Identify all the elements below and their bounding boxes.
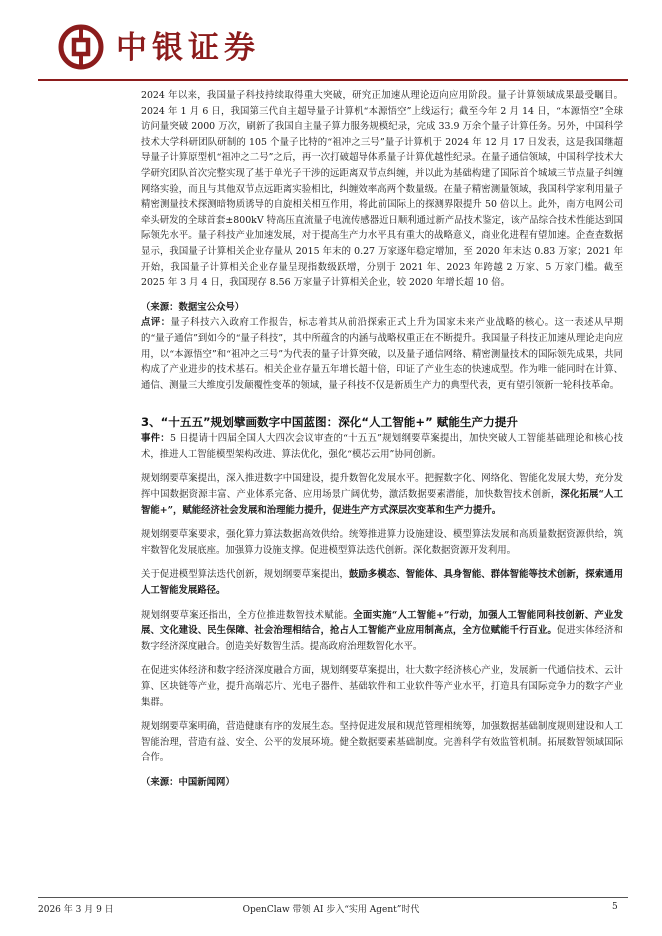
section-title: 3、“十五五”规划擘画数字中国蓝图：深化“人工智能+” 赋能生产力提升 xyxy=(141,415,518,430)
paragraph-ecosystem: 规划纲要草案明确，营造健康有序的发展生态。坚持促进发展和规范管理相统筹，加强数据基础制度规则建设和人工智能治理，营造有益、安全、公平的发展环境。健全数据要素基础制度。完善科学有效监管机制。拓展数智领域国际合作。 xyxy=(141,721,623,764)
comment-paragraph xyxy=(141,315,623,393)
bold-span: 鼓励多模态、智能体、具身智能、群体智能等技术创新，探索通用人工智能发展路径。 xyxy=(141,569,623,597)
paragraph-compute-supply: 规划纲要草案要求，强化算力算法数据高效供给。统筹推进算力设施建设、模型算法发展和高质量数据资源供给，筑牢数智化发展底座。加强算力设施支撑。促进模型算法迭代创新。深化数据资源开发利用。 xyxy=(141,529,623,556)
paragraph-digital-economy: 在促进实体经济和数字经济深度融合方面，规划纲要草案提出，壮大数字经济核心产业，发展新一代通信技术、云计算、区块链等产业，提升高端芯片、光电子器件、基础软件和工业软件等产业水平，打造具有国际竞争力的数字产业集群。 xyxy=(141,665,623,708)
header-divider xyxy=(38,79,628,81)
bold-span: 全面实施“人工智能+”行动，加强人工智能同科技创新、产业发展、文化建设、民生保障、社会治理相结合，抢占人工智能产业应用制高点，全方位赋能千行百业。 xyxy=(141,609,623,637)
text-span: 规划纲要草案还指出，全方位推进数智技术赋能。 xyxy=(141,609,354,621)
source-note: （来源：中国新闻网） xyxy=(141,776,235,788)
paragraph-digital-china xyxy=(141,471,623,518)
page-number: 5 xyxy=(612,902,618,912)
paragraph-model-innovation xyxy=(141,567,623,598)
main-content xyxy=(141,88,623,791)
footer-date: 2026 年 3 月 9 日 xyxy=(38,905,114,915)
footer-title: OpenClaw 带领 AI 步入“实用 Agent”时代 xyxy=(242,905,420,915)
brand-name: 中银证券 xyxy=(116,30,260,66)
bold-span: 深化拓展“人工智能+”，赋能经济社会发展和治理能力提升，促进生产方式深层次变革和生产力提升。 xyxy=(141,489,623,516)
paragraph-quantum-news: 2024 年以来，我国量子科技持续取得重大突破，研究正加速从理论迈向应用阶段。量子计算领域成果最受瞩目。2024 年 1 月 6 日，我国第三代自主超导量子计算机“本源悟空”上线运行；截至今年 2 月 14 日，“本源悟空”全球访问量突破 2000 万次，刷新了我国自主量子算力服务规模纪录，完成 33.9 万余个量子计算任务。另外，中国科学技术大学科研团队研制的 105 个量子比特的“祖冲之三号”量子计算机于 2024 年 12 月 17 日发表，这是我国继超导量子计算原型机“祖冲之二号”之后，再一次打破超导体系量子计算优越性纪录。在量子通信领域，中国科学技术大学研究团队首次完整实现了基于单光子干涉的远距离双节点纠缠，并以此为基础构建了国际首个城域三节点量子纠缠网络实验，而且与其他双节点远距离实验相比，纠缠效率高两个数量级。在量子精密测量领域，我国科学家利用量子精密测量技术探测暗物质诱导的自旋相关相互作用，将此前国际上的探测界限提升 50 倍以上。此外，南方电网公司牵头研发的全球首套±800kV 特高压直流量子电流传感器近日顺利通过新产品技术鉴定，该产品综合技术性能达到国际领先水平。量子科技产业加速发展，对于提高生产力水平具有重大的战略意义，商业化进程有望加速。企查查数据显示，我国量子计算相关企业存量从 2015 年末的 0.27 万家逐年稳定增加，至 2020 年末达 0.83 万家；2021 年开始，我国量子计算相关企业存量呈现指数级跃增，分别于 2021 年、2023 年跨越 2 万家、5 万家门槛。截至 2025 年 3 月 4 日，我国现存 8.56 万家量子计算相关企业，较 2020 年增长超 10 倍。 xyxy=(141,90,623,289)
event-paragraph xyxy=(141,431,623,462)
text-span: 促进实体经济和数字经济深度融合。创造美好数智生活。提高政府治理数智化水平。 xyxy=(141,625,623,652)
paragraph-ai-plus xyxy=(141,608,623,655)
source-note: （来源：数据宝公众号） xyxy=(141,301,245,313)
comment-text: 量子科技六入政府工作报告，标志着其从前沿探索正式上升为国家未来产业战略的核心。这一表述从早期的“量子通信”到如今的“量子科技”，其中所蕴含的内涵与战略权重正在不断提升。我国量子科技正加速从理论走向应用，以“本源悟空”和“祖冲之三号”为代表的量子计算突破，以及量子通信网络、精密测量技术的国际领先成果，共同构成了产业进步的技术基石。相关企业存量五年增长超十倍，印证了产业生态的快速成型。作为唯一能同时在计算、通信、测量三大维度引发颠覆性变革的领域，量子科技不仅是新质生产力的典型代表，更有望引领新一轮科技革命。 xyxy=(141,317,623,391)
event-label: 事件： xyxy=(141,433,170,445)
footer-divider xyxy=(38,897,628,898)
text-span: 关于促进模型算法迭代创新，规划纲要草案提出， xyxy=(141,569,349,581)
event-text: 5 日提请十四届全国人大四次会议审查的“十五五”规划纲要草案提出，加快突破人工智能基础理论和核心技术，推进人工智能模型架构改进、算法优化，强化“模芯云用”协同创新。 xyxy=(141,433,623,460)
text-span: 规划纲要草案提出，深入推进数字中国建设，提升数智化发展水平。把握数字化、网络化、智能化发展大势，充分发挥中国数据资源丰富、产业体系完备、应用场景广阔优势，激活数据要素潜能，加快数智技术创新， xyxy=(141,473,623,501)
page-header xyxy=(38,18,628,78)
comment-label: 点评： xyxy=(141,317,171,329)
bank-logo-icon xyxy=(58,24,104,70)
